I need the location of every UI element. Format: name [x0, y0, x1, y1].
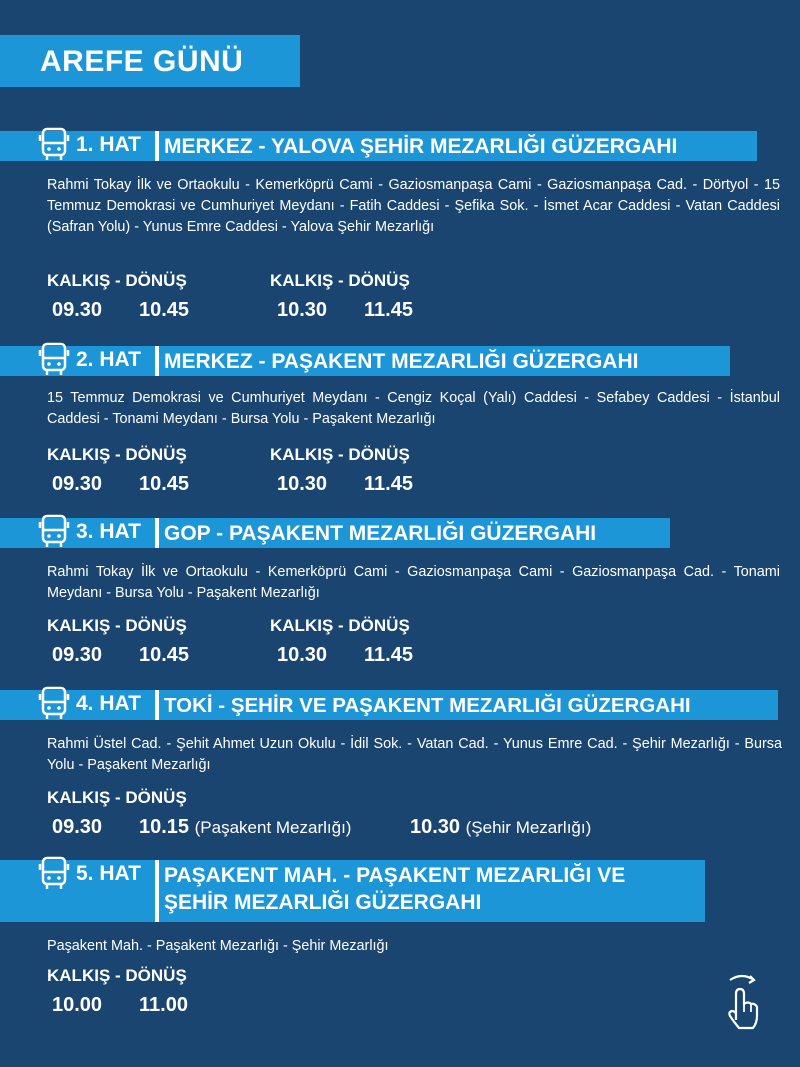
schedule-header: KALKIŞ - DÖNÜŞ: [270, 445, 410, 464]
route-name-line: ŞEHİR MEZARLIĞI GÜZERGAHI: [164, 891, 482, 914]
schedule-header: KALKIŞ - DÖNÜŞ: [47, 271, 187, 290]
return-time-note: (Şehir Mezarlığı): [465, 818, 592, 837]
divider: [155, 518, 159, 548]
route-stops: Rahmi Tokay İlk ve Ortaokulu - Kemerköprü Cami - Gaziosmanpaşa Cami - Gaziosmanpaşa Cad. - Tonami Meydanı - Bursa Yolu - Paşakent Mezarlığı: [47, 564, 780, 601]
return-time-value: 10.30: [410, 816, 461, 838]
bus-icon: [38, 126, 70, 164]
schedule-header: KALKIŞ - DÖNÜŞ: [47, 966, 187, 985]
divider: [155, 131, 159, 161]
divider: [155, 690, 159, 720]
departure-time: 10.30: [277, 299, 328, 321]
return-time: 10.45: [139, 299, 190, 321]
bus-icon: [38, 855, 70, 893]
bus-icon: [38, 341, 70, 379]
route-stops: Rahmi Tokay İlk ve Ortaokulu - Kemerköprü Cami - Gaziosmanpaşa Cami - Gaziosmanpaşa Cad. - Dörtyol - 15 Temmuz Demokrasi ve Cumhuriyet Meydanı - Fatih Caddesi - Şefika Sok. - İsmet Acar Caddesi - Vatan Caddesi (Safran Yolu) - Yunus Emre Caddesi - Yalova Şehir Mezarlığı: [47, 177, 780, 235]
departure-time: 09.30: [52, 816, 103, 838]
departure-time: 10.30: [277, 473, 328, 495]
route-number: 2. HAT: [76, 348, 141, 371]
route-number: 5. HAT: [76, 862, 141, 885]
divider: [155, 860, 159, 922]
departure-time: 10.30: [277, 644, 328, 666]
schedule-header: KALKIŞ - DÖNÜŞ: [270, 271, 410, 290]
schedule-header: KALKIŞ - DÖNÜŞ: [47, 616, 187, 635]
divider: [155, 346, 159, 376]
return-time: 11.45: [364, 473, 413, 495]
route-name: MERKEZ - PAŞAKENT MEZARLIĞI GÜZERGAHI: [164, 350, 639, 373]
route-number: 3. HAT: [76, 520, 141, 543]
route-number: 4. HAT: [76, 692, 141, 715]
route-stops: 15 Temmuz Demokrasi ve Cumhuriyet Meydanı - Cengiz Koçal (Yalı) Caddesi - Sefabey Caddesi - İstanbul Caddesi - Tonami Meydanı - Bursa Yolu - Paşakent Mezarlığı: [47, 390, 780, 427]
route-stops: Paşakent Mah. - Paşakent Mezarlığı - Şehir Mezarlığı: [47, 938, 389, 954]
route-name: MERKEZ - YALOVA ŞEHİR MEZARLIĞI GÜZERGAHI: [164, 135, 678, 158]
route-name: [164, 862, 625, 916]
route-name: GOP - PAŞAKENT MEZARLIĞI GÜZERGAHI: [164, 522, 597, 545]
bus-icon: [38, 685, 70, 723]
route-name-line: PAŞAKENT MAH. - PAŞAKENT MEZARLIĞI VE: [164, 864, 626, 887]
return-time-value: 10.15: [139, 816, 190, 838]
return-time: 10.45: [139, 473, 190, 495]
bus-icon: [38, 513, 70, 551]
return-time-note: (Paşakent Mezarlığı): [194, 818, 352, 837]
schedule-header: KALKIŞ - DÖNÜŞ: [47, 788, 187, 807]
departure-time: 09.30: [52, 644, 103, 666]
schedule-header: KALKIŞ - DÖNÜŞ: [270, 616, 410, 635]
departure-time: 09.30: [52, 473, 103, 495]
return-time: 11.45: [364, 299, 413, 321]
departure-time: 10.00: [52, 994, 103, 1016]
route-number: 1. HAT: [76, 133, 141, 156]
return-time: [410, 816, 591, 839]
return-time: 11.00: [139, 994, 188, 1016]
schedule-header: KALKIŞ - DÖNÜŞ: [47, 445, 187, 464]
route-name: TOKİ - ŞEHİR VE PAŞAKENT MEZARLIĞI GÜZERGAHI: [164, 694, 691, 717]
return-time: [139, 816, 351, 839]
return-time: 10.45: [139, 644, 190, 666]
route-stops: Rahmi Üstel Cad. - Şehit Ahmet Uzun Okulu - İdil Sok. - Vatan Cad. - Yunus Emre Cad. - Şehir Mezarlığı - Bursa Yolu - Paşakent Mezarlığı: [47, 736, 782, 773]
page-title: AREFE GÜNÜ: [40, 45, 244, 78]
departure-time: 09.30: [52, 299, 103, 321]
hand-swipe-icon: [722, 970, 762, 1032]
return-time: 11.45: [364, 644, 413, 666]
